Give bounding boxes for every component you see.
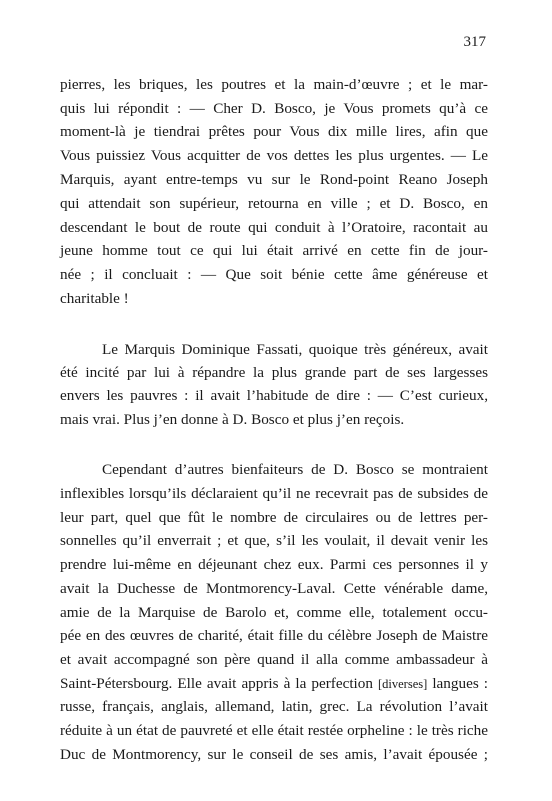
text-line: sonnelles qu’il enverrait ; et que, s’il les voulait, il devait venir les — [60, 532, 488, 549]
text-line: Le Marquis Dominique Fassati, quoique très généreux, avait — [102, 341, 488, 358]
text-line: Duc de Montmorency, sur le conseil de ses amis, l’avait épousée ; — [60, 746, 488, 763]
text-line: prendre lui-même en déjeunant chez eux. Parmi ces personnes il y — [60, 556, 488, 573]
text-line: qui attendait son supérieur, retourna en ville ; et D. Bosco, en — [60, 195, 488, 212]
text-line: pée en des œuvres de charité, était fille du célèbre Joseph de Maistre — [60, 627, 488, 644]
text-segment: langues : — [427, 675, 488, 692]
editorial-insert: [diverses] — [378, 677, 428, 691]
text-line: envers les pauvres : il avait l’habitude de dire : — C’est curieux, — [60, 387, 488, 404]
text-line: inflexibles lorsqu’ils déclaraient qu’il ne recevrait pas de subsides de — [60, 485, 488, 502]
text-line: russe, français, anglais, allemand, latin, grec. La révolution l’avait — [60, 698, 488, 715]
text-line: pierres, les briques, les poutres et la main-d’œuvre ; et le mar- — [60, 76, 488, 93]
text-line: descendant le bout de route qui conduit à l’Oratoire, racontait au — [60, 219, 488, 236]
text-line: Marquis, ayant entre-temps vu sur le Rond-point Reano Joseph — [60, 171, 488, 188]
page-number: 317 — [463, 34, 486, 50]
text-segment: Saint-Pétersbourg. Elle avait appris à la perfection — [60, 675, 373, 692]
text-line: quis lui répondit : — Cher D. Bosco, je Vous promets qu’à ce — [60, 100, 488, 117]
text-line: moment-là je tiendrai prêtes pour Vous dix mille lires, afin que — [60, 123, 488, 140]
text-line: née ; il concluait : — Que soit bénie cette âme généreuse et — [60, 266, 488, 283]
text-line: mais vrai. Plus j’en donne à D. Bosco et plus j’en reçois. — [60, 411, 405, 428]
text-line: Vous puissiez Vous acquitter de vos dettes les plus urgentes. — Le — [60, 147, 488, 164]
text-line: leur part, quel que fût le nombre de circulaires ou de lettres per- — [60, 509, 488, 526]
text-line: réduite à un état de pauvreté et elle était restée orpheline : le très riche — [60, 722, 488, 739]
text-line — [60, 674, 488, 694]
text-line: amie de la Marquise de Barolo et, comme elle, totalement occu- — [60, 604, 488, 621]
text-line: charitable ! — [60, 290, 129, 307]
text-line: et avait accompagné son père quand il alla comme ambassadeur à — [60, 651, 488, 668]
text-line: été incité par lui à répandre la plus grande part de ses largesses — [60, 364, 488, 381]
text-line: avait la Duchesse de Montmorency-Laval. Cette vénérable dame, — [60, 580, 488, 597]
text-line: jeune homme tout ce qui lui était arrivé en cette fin de jour- — [60, 242, 488, 259]
text-line: Cependant d’autres bienfaiteurs de D. Bosco se montraient — [102, 461, 488, 478]
